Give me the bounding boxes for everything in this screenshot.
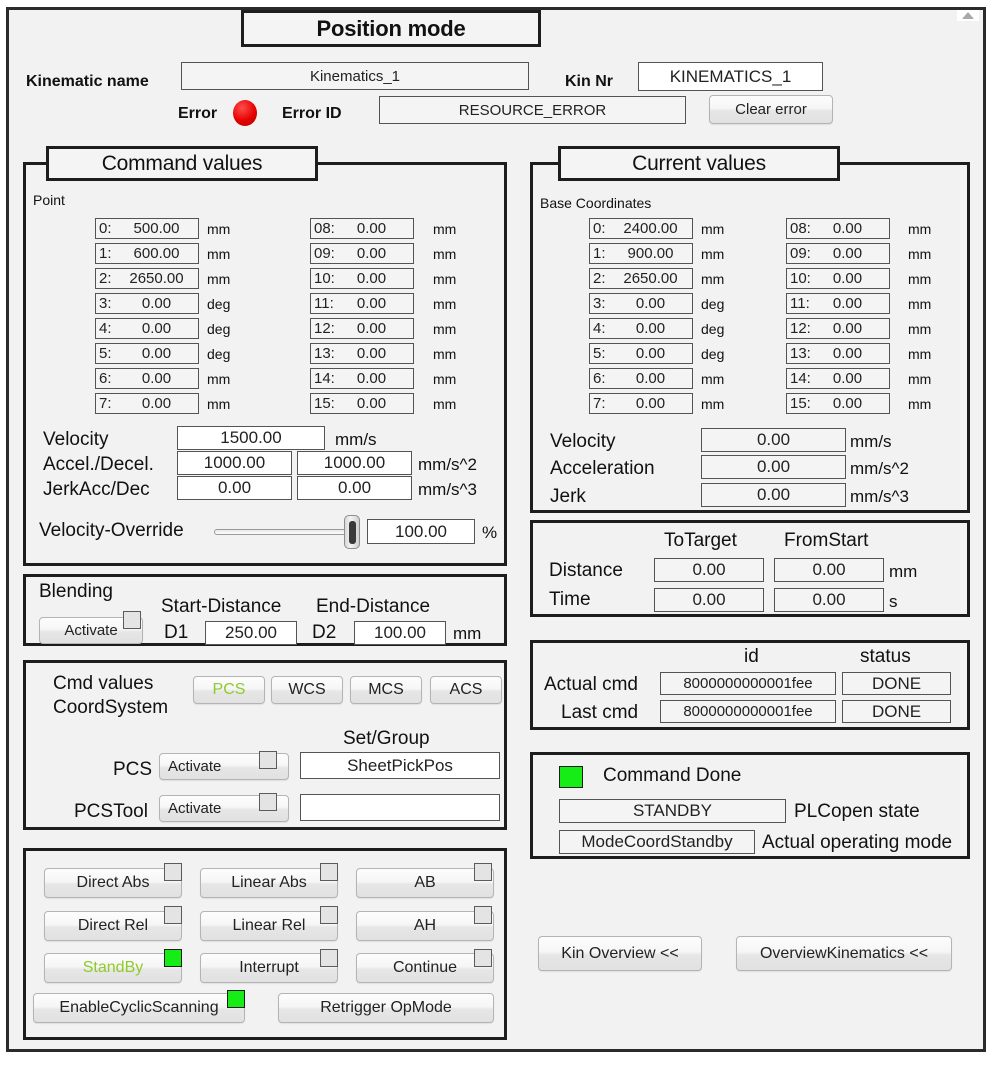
- command-point-unit: deg: [207, 346, 231, 362]
- command-point-unit: deg: [207, 321, 231, 337]
- to-target-label: ToTarget: [664, 530, 737, 551]
- command-point-unit: mm: [433, 246, 457, 262]
- kin-nr-label: Kin Nr: [565, 73, 613, 90]
- current-point-unit: mm: [701, 221, 725, 237]
- current-point-field: 0: 2400.00: [589, 218, 693, 239]
- command-point-field[interactable]: 1: 600.00: [95, 243, 199, 264]
- current-point-field: 09: 0.00: [786, 243, 890, 264]
- time-unit: s: [889, 592, 898, 611]
- current-acceleration-field: 0.00: [701, 455, 846, 479]
- command-point-field[interactable]: 2: 2650.00: [95, 268, 199, 289]
- command-point-field[interactable]: 15: 0.00: [310, 393, 414, 414]
- current-point-unit: mm: [701, 396, 725, 412]
- velocity-override-label: Velocity-Override: [39, 520, 184, 541]
- clear-error-button[interactable]: Clear error: [709, 95, 833, 124]
- current-jerk-label: Jerk: [550, 486, 586, 507]
- velocity-override-slider-thumb[interactable]: [344, 515, 360, 549]
- current-point-unit: mm: [908, 246, 932, 262]
- current-velocity-label: Velocity: [550, 431, 616, 452]
- command-point-field[interactable]: 3: 0.00: [95, 293, 199, 314]
- mode-button-ab[interactable]: AB: [356, 868, 494, 898]
- from-start-label: FromStart: [784, 530, 869, 551]
- current-point-field: 11: 0.00: [786, 293, 890, 314]
- time-from-start-field: 0.00: [774, 588, 884, 612]
- command-point-unit: mm: [207, 396, 231, 412]
- actual-cmd-status-field: DONE: [842, 672, 951, 695]
- page-title: Position mode: [241, 10, 541, 47]
- kin-nr-field[interactable]: KINEMATICS_1: [638, 62, 823, 91]
- command-point-unit: mm: [433, 346, 457, 362]
- coord-system-button-mcs[interactable]: MCS: [350, 676, 422, 704]
- command-point-field[interactable]: 5: 0.00: [95, 343, 199, 364]
- current-point-field: 4: 0.00: [589, 318, 693, 339]
- command-decel-field[interactable]: 1000.00: [297, 451, 412, 475]
- command-point-field[interactable]: 6: 0.00: [95, 368, 199, 389]
- enable-cyclic-scanning-checkbox[interactable]: [227, 990, 245, 1008]
- mode-checkbox-direct-abs[interactable]: [164, 863, 182, 881]
- current-acceleration-unit: mm/s^2: [850, 459, 909, 478]
- mode-button-interrupt[interactable]: Interrupt: [200, 953, 338, 983]
- current-point-unit: deg: [701, 346, 725, 362]
- base-coordinates-label: Base Coordinates: [540, 195, 652, 211]
- current-point-unit: deg: [701, 321, 725, 337]
- blending-title: Blending: [39, 581, 113, 602]
- velocity-override-unit: %: [482, 523, 498, 542]
- current-point-field: 7: 0.00: [589, 393, 693, 414]
- pcstool-label: PCSTool: [74, 801, 148, 822]
- command-point-field[interactable]: 0: 500.00: [95, 218, 199, 239]
- mode-button-direct-rel[interactable]: Direct Rel: [44, 911, 182, 941]
- current-point-unit: mm: [908, 396, 932, 412]
- distance-unit: mm: [889, 562, 918, 581]
- command-velocity-label: Velocity: [43, 429, 109, 450]
- pcstool-activate-checkbox[interactable]: [259, 793, 277, 811]
- current-point-field: 1: 900.00: [589, 243, 693, 264]
- command-accel-label: Accel./Decel.: [43, 454, 154, 475]
- coord-system-title-line1: Cmd values: [53, 673, 154, 694]
- command-velocity-field[interactable]: 1500.00: [177, 426, 325, 450]
- current-point-unit: deg: [701, 296, 725, 312]
- command-point-field[interactable]: 08: 0.00: [310, 218, 414, 239]
- d1-label: D1: [164, 622, 189, 643]
- mode-checkbox-linear-rel[interactable]: [320, 906, 338, 924]
- current-point-field: 15: 0.00: [786, 393, 890, 414]
- time-to-target-field: 0.00: [654, 588, 764, 612]
- coord-system-button-pcs[interactable]: PCS: [193, 676, 265, 704]
- plcopen-state-field: STANDBY: [559, 799, 786, 823]
- pcstool-activate-button[interactable]: Activate: [159, 795, 289, 822]
- error-id-label: Error ID: [282, 105, 342, 122]
- current-velocity-unit: mm/s: [850, 432, 892, 451]
- plcopen-state-label: PLCopen state: [794, 801, 920, 822]
- current-point-unit: mm: [908, 371, 932, 387]
- current-point-field: 08: 0.00: [786, 218, 890, 239]
- kin-overview-button[interactable]: Kin Overview <<: [538, 936, 702, 971]
- command-point-unit: mm: [433, 221, 457, 237]
- command-point-unit: mm: [207, 371, 231, 387]
- retrigger-opmode-button[interactable]: Retrigger OpMode: [278, 993, 494, 1023]
- mode-button-direct-abs[interactable]: Direct Abs: [44, 868, 182, 898]
- pcstool-set-group-field[interactable]: [300, 794, 500, 821]
- operating-mode-field: ModeCoordStandby: [559, 830, 755, 854]
- d2-label: D2: [312, 622, 337, 643]
- command-jerk-acc-field[interactable]: 0.00: [177, 476, 292, 500]
- d2-field[interactable]: 100.00: [354, 621, 446, 645]
- command-point-unit: mm: [433, 371, 457, 387]
- last-cmd-id-field: 8000000000001fee: [660, 700, 836, 723]
- mode-checkbox-linear-abs[interactable]: [320, 863, 338, 881]
- mode-button-linear-rel[interactable]: Linear Rel: [200, 911, 338, 941]
- main-window: [6, 7, 986, 1052]
- command-point-field[interactable]: 12: 0.00: [310, 318, 414, 339]
- command-point-field[interactable]: 4: 0.00: [95, 318, 199, 339]
- command-values-title: Command values: [46, 146, 318, 181]
- current-point-unit: mm: [701, 246, 725, 262]
- current-jerk-field: 0.00: [701, 483, 846, 507]
- current-point-unit: mm: [908, 296, 932, 312]
- current-point-field: 5: 0.00: [589, 343, 693, 364]
- command-point-unit: mm: [207, 221, 231, 237]
- current-point-unit: mm: [908, 221, 932, 237]
- command-done-led-icon: [559, 766, 583, 788]
- velocity-override-field[interactable]: 100.00: [367, 519, 475, 544]
- current-point-field: 10: 0.00: [786, 268, 890, 289]
- current-point-unit: mm: [908, 321, 932, 337]
- error-label: Error: [178, 105, 218, 122]
- error-id-field: RESOURCE_ERROR: [379, 96, 686, 124]
- command-jerk-label: JerkAcc/Dec: [43, 479, 150, 500]
- kinematic-name-label: Kinematic name: [26, 73, 149, 90]
- operating-mode-label: Actual operating mode: [762, 832, 953, 853]
- pcs-activate-checkbox[interactable]: [259, 751, 277, 769]
- current-point-unit: mm: [701, 371, 725, 387]
- commands-status-header: status: [860, 646, 911, 667]
- scroll-up-arrow[interactable]: [957, 10, 979, 21]
- current-acceleration-label: Acceleration: [550, 458, 655, 479]
- command-point-field[interactable]: 09: 0.00: [310, 243, 414, 264]
- mode-button-continue[interactable]: Continue: [356, 953, 494, 983]
- command-point-unit: deg: [207, 296, 231, 312]
- set-group-label: Set/Group: [343, 728, 430, 749]
- coord-system-title-line2: CoordSystem: [53, 697, 169, 718]
- time-label: Time: [549, 589, 591, 610]
- command-point-unit: mm: [433, 296, 457, 312]
- mode-button-linear-abs[interactable]: Linear Abs: [200, 868, 338, 898]
- command-point-unit: mm: [433, 396, 457, 412]
- current-point-field: 6: 0.00: [589, 368, 693, 389]
- kinematic-name-field[interactable]: Kinematics_1: [181, 62, 529, 90]
- coord-system-button-wcs[interactable]: WCS: [271, 676, 343, 704]
- chevron-up-icon: [962, 12, 974, 19]
- mode-checkbox-direct-rel[interactable]: [164, 906, 182, 924]
- last-cmd-status-field: DONE: [842, 700, 951, 723]
- blending-unit: mm: [453, 624, 482, 643]
- command-point-unit: mm: [207, 271, 231, 287]
- last-cmd-label: Last cmd: [561, 702, 639, 723]
- current-velocity-field: 0.00: [701, 428, 846, 452]
- overview-kinematics-button[interactable]: OverviewKinematics <<: [736, 936, 952, 971]
- blending-activate-button[interactable]: Activate: [39, 617, 143, 644]
- command-point-field[interactable]: 7: 0.00: [95, 393, 199, 414]
- current-point-field: 13: 0.00: [786, 343, 890, 364]
- pcs-activate-button[interactable]: Activate: [159, 753, 289, 780]
- command-point-unit: mm: [207, 246, 231, 262]
- command-done-label: Command Done: [603, 765, 742, 786]
- blending-activate-checkbox[interactable]: [123, 611, 141, 629]
- velocity-override-slider-track[interactable]: [214, 529, 354, 535]
- command-accel-unit: mm/s^2: [418, 455, 477, 474]
- distance-label: Distance: [549, 560, 623, 581]
- start-distance-label: Start-Distance: [161, 596, 282, 617]
- enable-cyclic-scanning-button[interactable]: EnableCyclicScanning: [33, 993, 245, 1023]
- actual-cmd-id-field: 8000000000001fee: [660, 672, 836, 695]
- current-point-unit: mm: [908, 346, 932, 362]
- command-point-field[interactable]: 11: 0.00: [310, 293, 414, 314]
- command-point-field[interactable]: 13: 0.00: [310, 343, 414, 364]
- mode-button-ah[interactable]: AH: [356, 911, 494, 941]
- pcs-set-group-field[interactable]: SheetPickPos: [300, 752, 500, 779]
- command-point-field[interactable]: 10: 0.00: [310, 268, 414, 289]
- current-jerk-unit: mm/s^3: [850, 487, 909, 506]
- mode-checkbox-ah[interactable]: [474, 906, 492, 924]
- pcs-label: PCS: [113, 759, 153, 780]
- mode-checkbox-ab[interactable]: [474, 863, 492, 881]
- d1-field[interactable]: 250.00: [205, 621, 297, 645]
- current-values-title: Current values: [558, 146, 840, 181]
- end-distance-label: End-Distance: [316, 596, 431, 617]
- current-point-unit: mm: [701, 271, 725, 287]
- coord-system-button-acs[interactable]: ACS: [430, 676, 502, 704]
- distance-to-target-field: 0.00: [654, 558, 764, 582]
- command-point-unit: mm: [433, 321, 457, 337]
- error-led-icon: [233, 100, 257, 126]
- actual-cmd-label: Actual cmd: [544, 674, 638, 695]
- mode-checkbox-continue[interactable]: [474, 949, 492, 967]
- current-point-field: 2: 2650.00: [589, 268, 693, 289]
- mode-checkbox-interrupt[interactable]: [320, 949, 338, 967]
- command-velocity-unit: mm/s: [335, 430, 377, 449]
- distance-from-start-field: 0.00: [774, 558, 884, 582]
- mode-button-standby[interactable]: StandBy: [44, 953, 182, 983]
- current-point-field: 12: 0.00: [786, 318, 890, 339]
- command-jerk-unit: mm/s^3: [418, 480, 477, 499]
- command-point-field[interactable]: 14: 0.00: [310, 368, 414, 389]
- current-point-field: 14: 0.00: [786, 368, 890, 389]
- commands-id-header: id: [744, 646, 759, 667]
- current-point-field: 3: 0.00: [589, 293, 693, 314]
- command-point-unit: mm: [433, 271, 457, 287]
- mode-checkbox-standby[interactable]: [164, 949, 182, 967]
- current-point-unit: mm: [908, 271, 932, 287]
- point-label: Point: [33, 192, 65, 208]
- command-accel-field[interactable]: 1000.00: [177, 451, 292, 475]
- command-jerk-dec-field[interactable]: 0.00: [297, 476, 412, 500]
